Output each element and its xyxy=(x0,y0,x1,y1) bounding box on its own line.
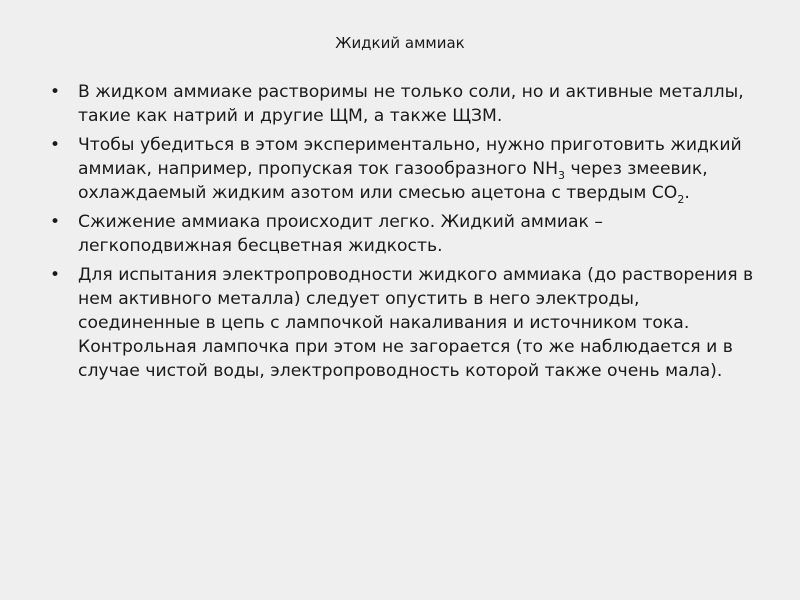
subscript: 2 xyxy=(677,193,685,206)
bullet-text-part: Чтобы убедиться в этом экспериментально, нужно приготовить жидкий аммиак, например, пропуская ток газообразного NH xyxy=(78,135,742,179)
bullet-item xyxy=(50,263,760,383)
bullet-text: Сжижение аммиака происходит легко. Жидкий аммиак – легкоподвижная бесцветная жидкость. xyxy=(78,212,603,256)
bullet-dot-icon: • xyxy=(50,135,61,155)
bullet-text-part: через змеевик, охлаждаемый жидким азотом или смесью ацетона с твердым CO xyxy=(78,159,708,203)
bullet-text xyxy=(78,135,742,206)
slide-title: Жидкий аммиак xyxy=(335,34,465,52)
bullet-item xyxy=(50,80,760,128)
subscript: 3 xyxy=(558,169,566,182)
bullet-text-part: . xyxy=(684,183,690,203)
bullet-list xyxy=(50,80,760,388)
bullet-item xyxy=(50,133,760,205)
bullet-dot-icon: • xyxy=(50,265,61,285)
bullet-item xyxy=(50,210,760,258)
bullet-text: Для испытания электропроводности жидкого аммиака (до растворения в нем активного металла) следует опустить в него электроды, соединенные в цепь с лампочкой накаливания и источником тока. Контрольная лампочка при этом не загорается (то же наблюдается и в случае чистой воды, электропроводность которой также очень мала). xyxy=(78,265,754,381)
bullet-text: В жидком аммиаке растворимы не только соли, но и активные металлы, такие как натрий и другие ЩМ, а также ЩЗМ. xyxy=(78,82,744,126)
bullet-dot-icon: • xyxy=(50,212,61,232)
bullet-dot-icon: • xyxy=(50,82,61,102)
